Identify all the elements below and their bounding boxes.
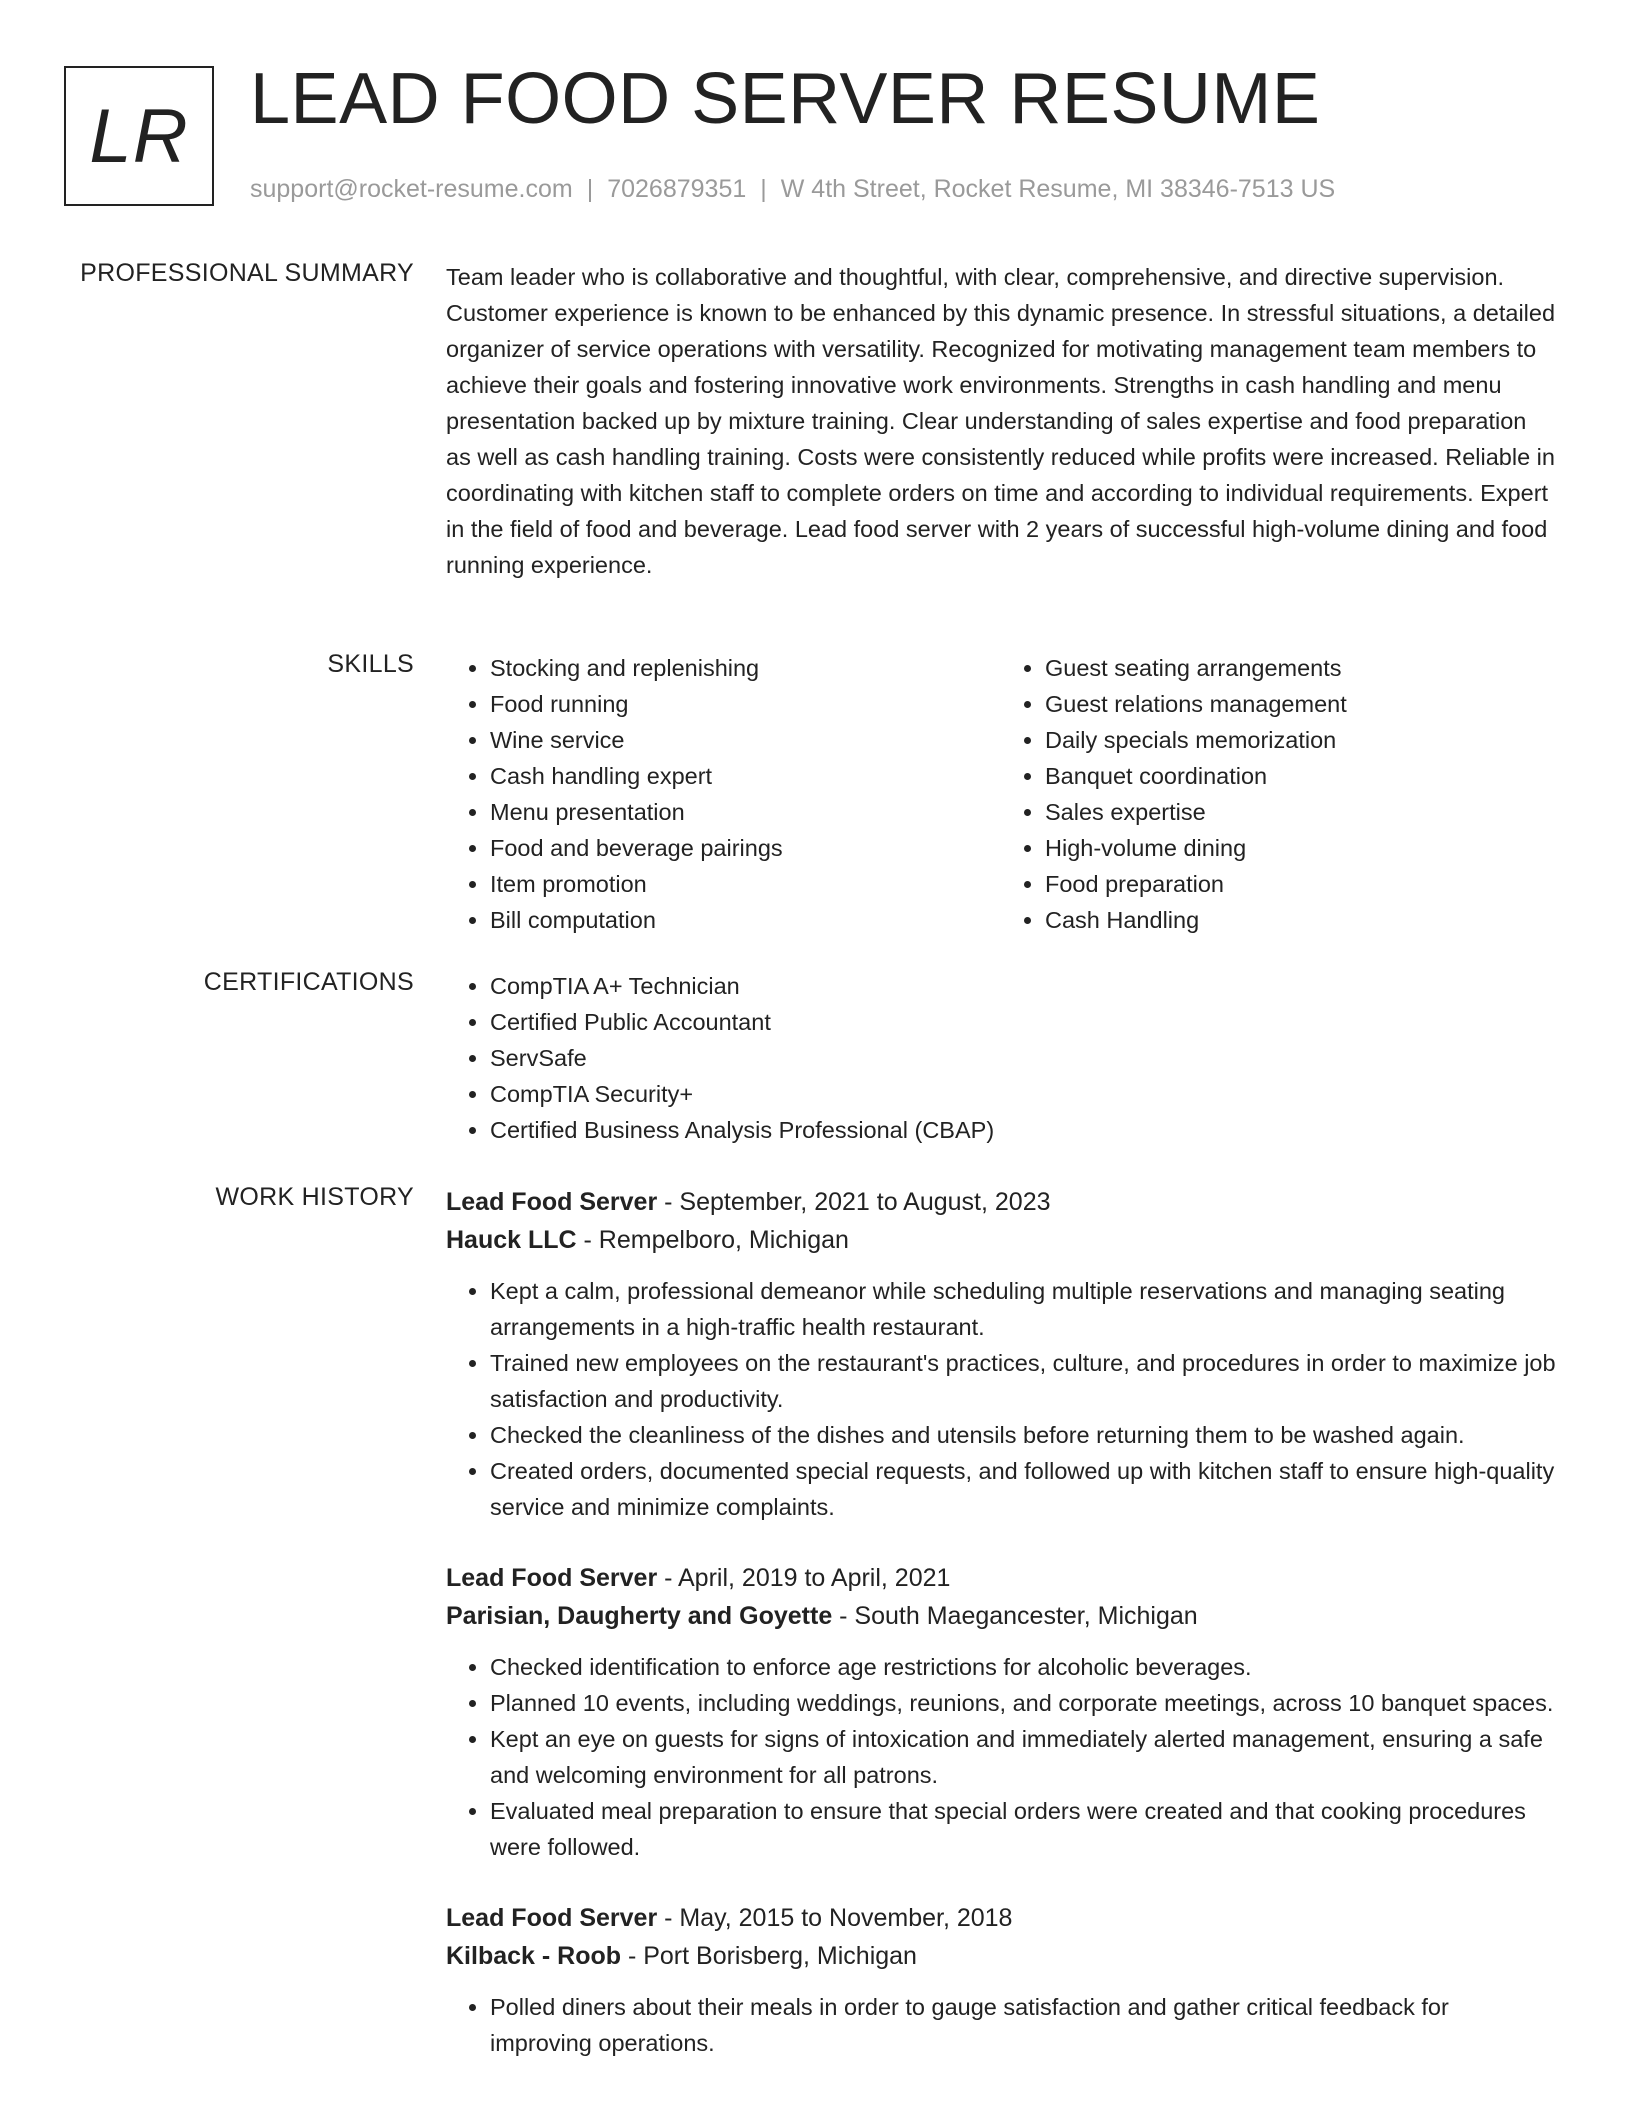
job-title-line	[446, 1183, 1556, 1221]
job-location: - South Maegancester, Michigan	[832, 1602, 1198, 1630]
certifications-list	[446, 968, 1556, 1148]
list-item: • ServSafe	[490, 1040, 1556, 1076]
job-dates: - September, 2021 to August, 2023	[657, 1188, 1051, 1216]
monogram-logo	[64, 66, 214, 206]
skills-heading: SKILLS	[327, 650, 414, 678]
resume-title: LEAD FOOD SERVER RESUME	[250, 59, 1321, 139]
list-item: • Sales expertise	[1045, 794, 1556, 830]
contact-address: W 4th Street, Rocket Resume, MI 38346-7513 US	[780, 175, 1336, 203]
monogram-initials: LR	[89, 93, 189, 179]
list-item: • Planned 10 events, including weddings, reunions, and corporate meetings, across 10 banquet spaces.	[490, 1685, 1556, 1721]
job-company-line	[446, 1597, 1556, 1635]
list-item: • Certified Business Analysis Professional (CBAP)	[490, 1112, 1556, 1148]
list-item: • Kept an eye on guests for signs of intoxication and immediately alerted management, ensuring a safe and welcoming environment for all patrons.	[490, 1721, 1556, 1793]
list-item: • Checked the cleanliness of the dishes and utensils before returning them to be washed again.	[490, 1417, 1556, 1453]
list-item: • Kept a calm, professional demeanor while scheduling multiple reservations and managing seating arrangements in a high-traffic health restaurant.	[490, 1273, 1556, 1345]
job-dates: - May, 2015 to November, 2018	[657, 1904, 1013, 1932]
job-company: Hauck LLC	[446, 1226, 577, 1254]
contact-email: support@rocket-resume.com	[250, 175, 573, 203]
list-item: • Bill computation	[490, 902, 1001, 938]
job-title: Lead Food Server	[446, 1564, 658, 1592]
list-item: • Wine service	[490, 722, 1001, 758]
list-item: • High-volume dining	[1045, 830, 1556, 866]
job-entry	[446, 1559, 1556, 1865]
job-bullets	[446, 1989, 1556, 2061]
job-title: Lead Food Server	[446, 1904, 658, 1932]
job-title: Lead Food Server	[446, 1188, 658, 1216]
summary-text: Team leader who is collaborative and thoughtful, with clear, comprehensive, and directive supervision. Customer experience is known to be enhanced by this dynamic presence. In stressful situations, a detailed organizer of service operations with versatility. Recognized for motivating management team members to achieve their goals and fostering innovative work environments. Strengths in cash handling and menu presentation backed up by mixture training. Clear understanding of sales expertise and food preparation as well as cash handling training. Costs were consistently reduced while profits were increased. Reliable in coordinating with kitchen staff to complete orders on time and according to individual requirements. Expert in the field of food and beverage. Lead food server with 2 years of successful high-volume dining and food running experience.	[446, 264, 1556, 578]
job-entry	[446, 1899, 1556, 2061]
job-company: Kilback - Roob	[446, 1942, 622, 1970]
certifications-heading: CERTIFICATIONS	[203, 968, 414, 996]
summary-heading: PROFESSIONAL SUMMARY	[80, 259, 414, 287]
list-item: • Created orders, documented special requests, and followed up with kitchen staff to ensure high-quality service and minimize complaints.	[490, 1453, 1556, 1525]
contact-separator: |	[586, 175, 594, 203]
job-company-line	[446, 1221, 1556, 1259]
list-item: • Trained new employees on the restaurant's practices, culture, and procedures in order to maximize job satisfaction and productivity.	[490, 1345, 1556, 1417]
list-item: • Daily specials memorization	[1045, 722, 1556, 758]
list-item: • Banquet coordination	[1045, 758, 1556, 794]
job-company-line	[446, 1937, 1556, 1975]
list-item: • Food and beverage pairings	[490, 830, 1001, 866]
job-location: - Port Borisberg, Michigan	[621, 1942, 917, 1970]
list-item: • Evaluated meal preparation to ensure that special orders were created and that cooking procedures were followed.	[490, 1793, 1556, 1865]
list-item: • Checked identification to enforce age restrictions for alcoholic beverages.	[490, 1649, 1556, 1685]
list-item: • Certified Public Accountant	[490, 1004, 1556, 1040]
job-location: - Rempelboro, Michigan	[576, 1226, 849, 1254]
list-item: • Guest relations management	[1045, 686, 1556, 722]
job-title-line	[446, 1899, 1556, 1937]
list-item: • CompTIA Security+	[490, 1076, 1556, 1112]
list-item: • Food running	[490, 686, 1001, 722]
list-item: • Food preparation	[1045, 866, 1556, 902]
job-dates: - April, 2019 to April, 2021	[657, 1564, 951, 1592]
contact-phone: 7026879351	[607, 175, 747, 203]
list-item: • Stocking and replenishing	[490, 650, 1001, 686]
job-entry	[446, 1183, 1556, 1525]
job-title-line	[446, 1559, 1556, 1597]
list-item: • Guest seating arrangements	[1045, 650, 1556, 686]
job-bullets	[446, 1649, 1556, 1865]
list-item: • Menu presentation	[490, 794, 1001, 830]
skills-list-right	[1001, 650, 1556, 938]
job-bullets	[446, 1273, 1556, 1525]
list-item: • Item promotion	[490, 866, 1001, 902]
job-company: Parisian, Daugherty and Goyette	[446, 1602, 833, 1630]
contact-line	[250, 175, 1335, 204]
work-history-heading: WORK HISTORY	[215, 1183, 414, 1211]
contact-separator: |	[760, 175, 767, 203]
list-item: • Cash handling expert	[490, 758, 1001, 794]
list-item: • Cash Handling	[1045, 902, 1556, 938]
list-item: • Polled diners about their meals in order to gauge satisfaction and gather critical feedback for improving operations.	[490, 1989, 1556, 2061]
list-item: • CompTIA A+ Technician	[490, 968, 1556, 1004]
skills-list-left	[446, 650, 1001, 938]
